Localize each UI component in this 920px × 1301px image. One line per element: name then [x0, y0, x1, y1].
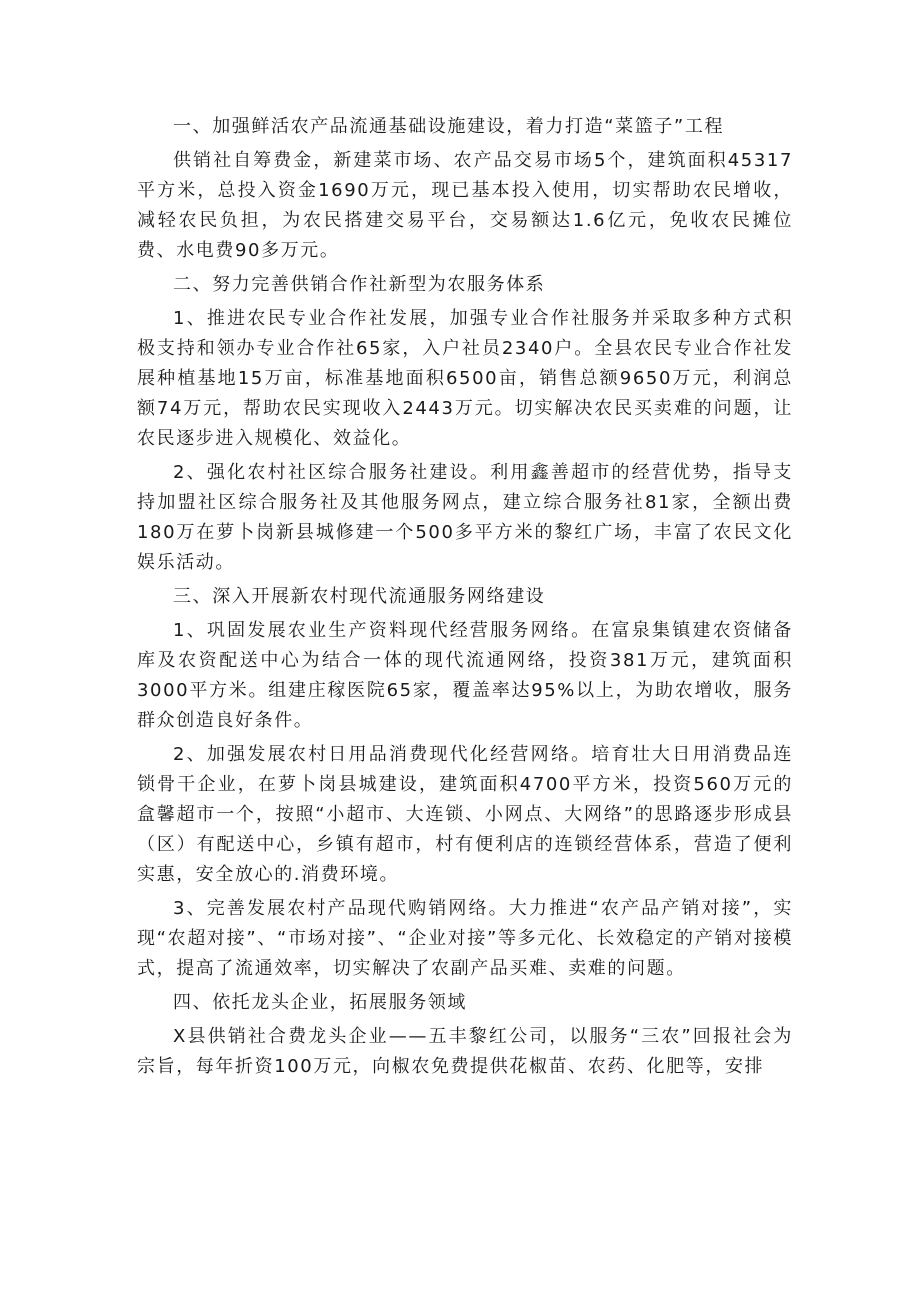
- section-heading-1: 一、加强鲜活农产品流通基础设施建设，着力打造“菜篮子”工程: [173, 116, 725, 137]
- paragraph-3-2: 2、加强发展农村日用品消费现代化经营网络。培育壮大日用消费品连锁骨干企业，在萝卜岗县城建设，建筑面积4700平方米，投资560万元的盒馨超市一个，按照“小超市、大连锁、小网点、大网络”的思路逐步形成县（区）有配送中心，乡镇有超市，村有便利店的连锁经营体系，营造了便利实惠，安全放心的.消费环境。: [137, 744, 793, 885]
- document-body: [137, 112, 793, 1086]
- section-heading-4: 四、依托龙头企业，拓展服务领域: [173, 992, 467, 1013]
- paragraph-2-2: 2、强化农村社区综合服务社建设。利用鑫善超市的经营优势，指导支持加盟社区综合服务社及其他服务网点，建立综合服务社81家，全额出费180万在萝卜岗新县城修建一个500多平方米的黎红广场，丰富了农民文化娱乐活动。: [137, 462, 793, 573]
- paragraph-3-1: 1、巩固发展农业生产资料现代经营服务网络。在富泉集镇建农资储备库及农资配送中心为结合一体的现代流通网络，投资381万元，建筑面积3000平方米。组建庄稼医院65家，覆盖率达95%以上，为助农增收，服务群众创造良好条件。: [137, 620, 793, 731]
- paragraph-4: X县供销社合费龙头企业——五丰黎红公司，以服务“三农”回报社会为宗旨，每年折资100万元，向椒农免费提供花椒苗、农药、化肥等，安排: [137, 1026, 793, 1077]
- section-heading-2: 二、努力完善供销合作社新型为农服务体系: [173, 274, 546, 295]
- paragraph-2-1: 1、推进农民专业合作社发展，加强专业合作社服务并采取多种方式积极支持和领办专业合作社65家，入户社员2340户。全县农民专业合作社发展种植基地15万亩，标准基地面积6500亩，销售总额9650万元，利润总额74万元，帮助农民实现收入2443万元。切实解决农民买卖难的问题，让农民逐步进入规模化、效益化。: [137, 308, 793, 449]
- paragraph-3-3: 3、完善发展农村产品现代购销网络。大力推进“农产品产销对接”，实现“农超对接”、“市场对接”、“企业对接”等多元化、长效稳定的产销对接模式，提高了流通效率，切实解决了农副产品买难、卖难的问题。: [137, 898, 793, 979]
- paragraph-1: 供销社自筹费金，新建菜市场、农产品交易市场5个，建筑面积45317平方米，总投入资金1690万元，现已基本投入使用，切实帮助农民增收，减轻农民负担，为农民搭建交易平台，交易额达1.6亿元，免收农民摊位费、水电费90多万元。: [137, 150, 793, 261]
- section-heading-3: 三、深入开展新农村现代流通服务网络建设: [173, 586, 546, 607]
